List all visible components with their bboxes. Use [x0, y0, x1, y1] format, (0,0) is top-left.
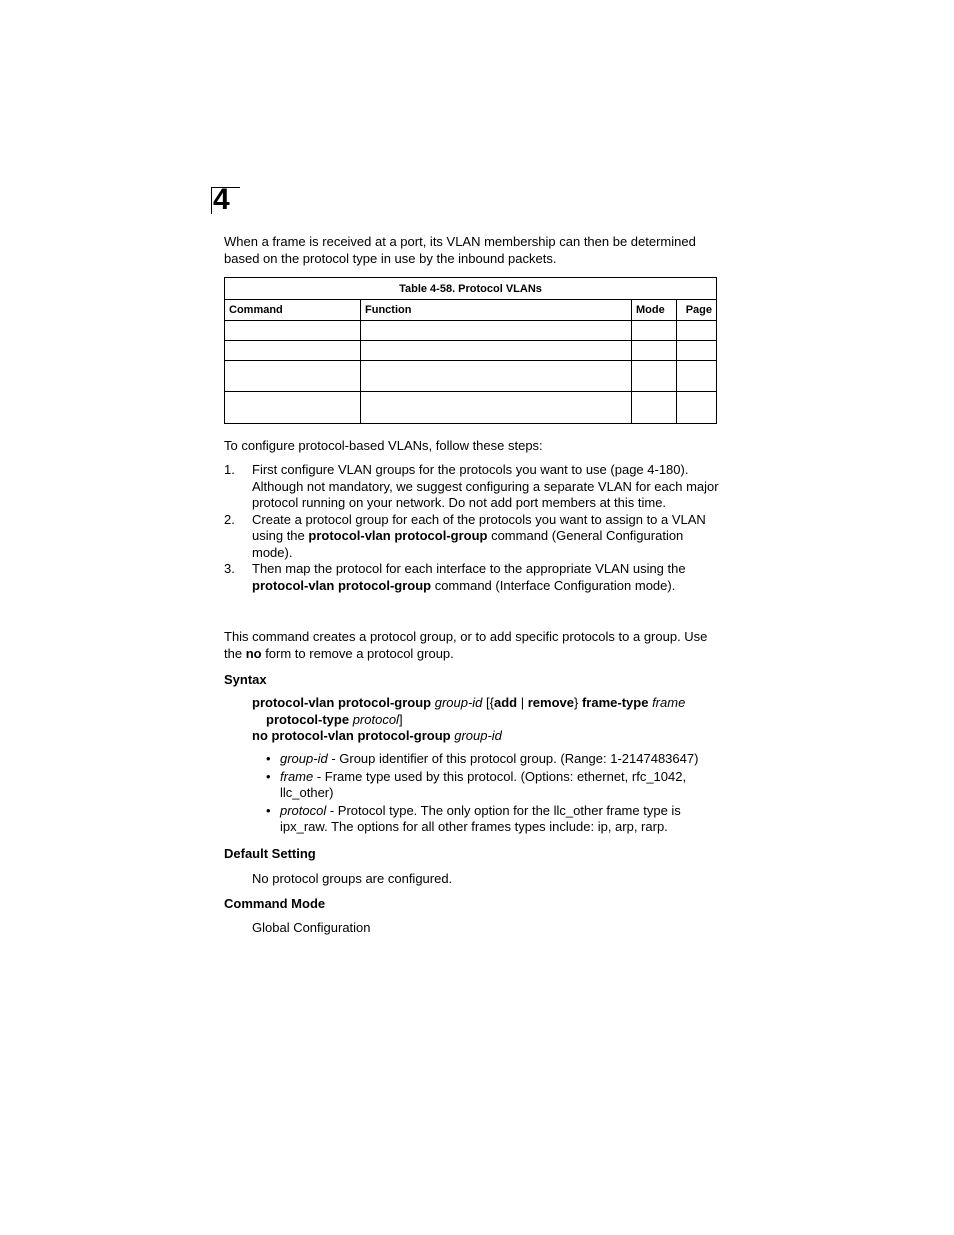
desc-no-keyword: no — [245, 645, 262, 661]
parameter-list — [266, 751, 716, 837]
table-row — [225, 392, 717, 424]
command-description — [224, 629, 724, 662]
syntax-separator: | — [517, 695, 528, 710]
syntax-bracket: [{ — [486, 695, 495, 710]
bullet-icon: • — [266, 802, 271, 818]
syntax-block — [252, 695, 722, 745]
command-mode-text: Global Configuration — [252, 920, 371, 935]
table-row — [225, 341, 717, 361]
syntax-command: no protocol-vlan protocol-group — [252, 728, 451, 743]
step-number: 2. — [224, 511, 235, 527]
bullet-icon: • — [266, 768, 271, 784]
syntax-add: add — [494, 695, 518, 710]
default-setting-heading: Default Setting — [224, 846, 316, 861]
intro-paragraph: When a frame is received at a port, its VLAN membership can then be determined based on the protocol type in use by the inbound packets. — [224, 234, 696, 266]
param-desc: - Protocol type. The only option for the llc_other frame type is ipx_raw. The options for all other frames types include: ip, arp, rarp. — [280, 802, 681, 834]
param-name: protocol — [280, 802, 327, 818]
syntax-bracket: } — [574, 695, 582, 710]
col-header-command: Command — [225, 300, 361, 321]
protocol-vlans-table — [224, 277, 717, 424]
syntax-remove: remove — [527, 695, 574, 710]
chapter-number: 4 — [213, 183, 230, 216]
list-item — [224, 462, 724, 512]
col-header-function: Function — [361, 300, 632, 321]
param-name: frame — [280, 768, 314, 784]
steps-list — [224, 462, 724, 594]
syntax-line-2 — [252, 712, 722, 729]
col-header-page: Page — [677, 300, 717, 321]
param-name: group-id — [280, 751, 328, 766]
steps-intro: To configure protocol-based VLANs, follow these steps: — [224, 438, 543, 453]
step-text: First configure VLAN groups for the protocols you want to use (page 4-180). Although not mandatory, we suggest configuring a separate VLAN for each major protocol running on your network. Do not add port members at this time. — [252, 462, 719, 510]
syntax-heading: Syntax — [224, 672, 267, 687]
syntax-arg: frame — [652, 695, 686, 710]
step-number: 1. — [224, 462, 235, 477]
param-desc: - Frame type used by this protocol. (Options: ethernet, rfc_1042, llc_other) — [280, 768, 687, 800]
list-item — [224, 512, 724, 562]
syntax-frame-type: frame-type — [581, 695, 649, 710]
syntax-command: protocol-vlan protocol-group — [252, 695, 432, 710]
list-item — [266, 751, 716, 768]
step-text: Create a protocol group for each of the protocols you want to assign to a VLAN using the — [252, 511, 706, 543]
syntax-bracket: ] — [398, 711, 403, 727]
syntax-line-3 — [252, 728, 722, 745]
step-text: command (Interface Configuration mode). — [431, 577, 676, 593]
bullet-icon: • — [266, 751, 271, 766]
desc-text: form to remove a protocol group. — [261, 645, 454, 661]
syntax-arg: protocol — [352, 711, 399, 727]
table-row — [225, 361, 717, 392]
col-header-mode: Mode — [632, 300, 677, 321]
step-number: 3. — [224, 561, 235, 576]
default-setting-text: No protocol groups are configured. — [252, 871, 453, 886]
step-command: protocol-vlan protocol-group — [308, 528, 488, 543]
table-row — [225, 321, 717, 341]
step-text: command (General Configuration mode). — [252, 528, 684, 560]
list-item — [266, 803, 716, 836]
syntax-arg: group-id — [454, 728, 502, 743]
desc-text: This command creates a protocol group, or to add specific protocols to a group. Use the — [224, 629, 708, 661]
syntax-protocol-type: protocol-type — [266, 711, 350, 727]
list-item — [266, 769, 716, 802]
syntax-arg: group-id — [434, 695, 483, 710]
list-item — [224, 561, 724, 594]
param-desc: - Group identifier of this protocol group. (Range: 1-2147483647) — [327, 751, 699, 766]
step-text: Then map the protocol for each interface to the appropriate VLAN using the — [252, 561, 686, 576]
step-command: protocol-vlan protocol-group — [252, 577, 432, 593]
table-caption: Table 4-58. Protocol VLANs — [225, 278, 717, 300]
syntax-line-1 — [252, 695, 722, 712]
command-mode-heading: Command Mode — [224, 896, 326, 911]
